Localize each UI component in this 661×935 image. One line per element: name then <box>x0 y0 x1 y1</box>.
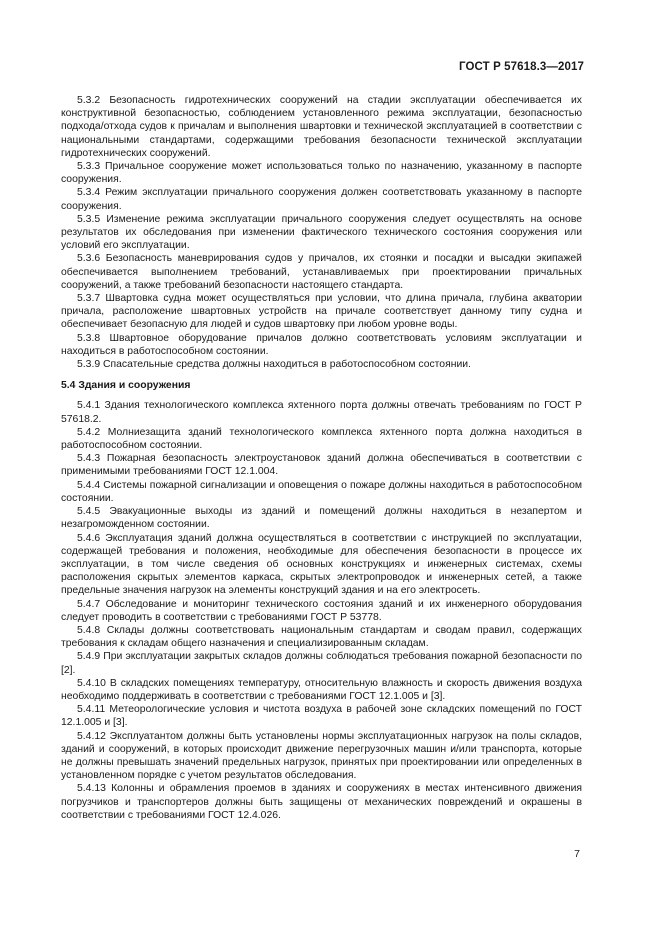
paragraph-5-4-12: 5.4.12 Эксплуатантом должны быть установлены нормы эксплуатационных нагрузок на полы складов, зданий и сооружений, в которых происходит движение перегрузочных машин и/или транспорта, которые не должны превышать значений предельных нагрузок, принятых при проектировании или определенных в установленном порядке с учетом результатов обследования. <box>61 730 582 782</box>
paragraph-5-3-2: 5.3.2 Безопасность гидротехнических сооружений на стадии эксплуатации обеспечивается их конструктивной безопасностью, соблюдением установленного режима эксплуатации, безопасностью подхода/отхода судов к причалам и выполнения швартовки и технической эксплуатацией в соответствии с национальными стандартами, содержащими требования безопасности технической эксплуатации гидротехнических сооружений. <box>61 95 582 159</box>
paragraph-5-4-2: 5.4.2 Молниезащита зданий технологического комплекса яхтенного порта должна находиться в работоспособном состоянии. <box>61 426 582 452</box>
paragraph-5-4-11: 5.4.11 Метеорологические условия и чистота воздуха в рабочей зоне складских помещений по ГОСТ 12.1.005 и [3]. <box>61 704 582 729</box>
paragraph-5-4-5: 5.4.5 Эвакуационные выходы из зданий и помещений должны находиться в незапертом и незагроможденном состоянии. <box>61 506 582 531</box>
paragraph-5-4-6: 5.4.6 Эксплуатация зданий должна осуществляться в соответствии с инструкцией по эксплуатации, содержащей требования и положения, необходимые для обеспечения безопасности в процессе их эксплуатации, в том числе сведения об основных конструкциях и инженерных системах, схемы расположения скрытых элементов каркаса, скрытых электропроводок и инженерных сетей, а также предельные значения нагрузок на элементы конструкций здания и на его электросеть. <box>61 532 582 597</box>
paragraph-5-3-4: 5.3.4 Режим эксплуатации причального сооружения должен соответствовать указанному в паспорте сооружения. <box>61 187 582 212</box>
paragraph-5-4-10: 5.4.10 В складских помещениях температуру, относительную влажность и скорость движения воздуха необходимо поддерживать в соответствии с требованиями ГОСТ 12.1.005 и [3]. <box>61 677 582 702</box>
paragraph-5-4-9: 5.4.9 При эксплуатации закрытых складов должны соблюдаться требования пожарной безопасности по [2]. <box>61 651 582 676</box>
paragraph-5-3-6: 5.3.6 Безопасность маневрирования судов у причалов, их стоянки и посадки и высадки экипажей обеспечивается выполнением требований, устанавливаемых при проектировании причальных сооружений, а также требований безопасности настоящего стандарта. <box>61 253 582 291</box>
paragraph-5-3-8: 5.3.8 Швартовное оборудование причалов должно соответствовать условиям эксплуатации и находиться в работоспособном состоянии. <box>61 332 582 357</box>
document-body <box>61 94 582 822</box>
paragraph-5-4-7: 5.4.7 Обследование и мониторинг технического состояния зданий и их инженерного оборудования следует проводить в соответствии с требованиями ГОСТ Р 53778. <box>61 598 582 623</box>
paragraph-5-4-13: 5.4.13 Колонны и обрамления проемов в зданиях и сооружениях в местах интенсивного движения погрузчиков и транспортеров должны быть защищены от механических повреждений и окрашены в соответствии с требованиями ГОСТ 12.4.026. <box>61 783 582 821</box>
paragraph-5-3-3: 5.3.3 Причальное сооружение может использоваться только по назначению, указанному в паспорте сооружения. <box>61 161 582 186</box>
page-number: 7 <box>574 848 580 860</box>
paragraph-5-3-7: 5.3.7 Швартовка судна может осуществляться при условии, что длина причала, глубина акватории причала, расположение швартовных устройств на причале соответствует данному типу судна и обеспечивает безопасную для людей и судов швартовку при любом уровне воды. <box>61 293 582 331</box>
section-title: 5.4 Здания и сооружения <box>61 380 191 392</box>
paragraph-5-4-1: 5.4.1 Здания технологического комплекса яхтенного порта должны отвечать требованиям по ГОСТ Р 57618.2. <box>61 400 582 425</box>
paragraph-5-4-3: 5.4.3 Пожарная безопасность электроустановок зданий должна обеспечиваться в соответствии с применимыми требованиями ГОСТ 12.1.004. <box>61 453 582 478</box>
paragraph-5-4-4: 5.4.4 Системы пожарной сигнализации и оповещения о пожаре должны находиться в работоспособном состоянии. <box>61 479 582 504</box>
paragraph-5-3-5: 5.3.5 Изменение режима эксплуатации причального сооружения следует осуществлять на основе результатов их обследования при изменении фактического технического состояния сооружения или условий его эксплуатации. <box>61 213 582 252</box>
document-header: ГОСТ Р 57618.3—2017 <box>459 61 584 73</box>
paragraph-5-4-8: 5.4.8 Склады должны соответствовать национальным стандартам и сводам правил, содержащих требования к складам общего назначения и специализированным складам. <box>61 624 582 650</box>
paragraph-5-3-9: 5.3.9 Спасательные средства должны находиться в работоспособном состоянии. <box>77 359 471 371</box>
